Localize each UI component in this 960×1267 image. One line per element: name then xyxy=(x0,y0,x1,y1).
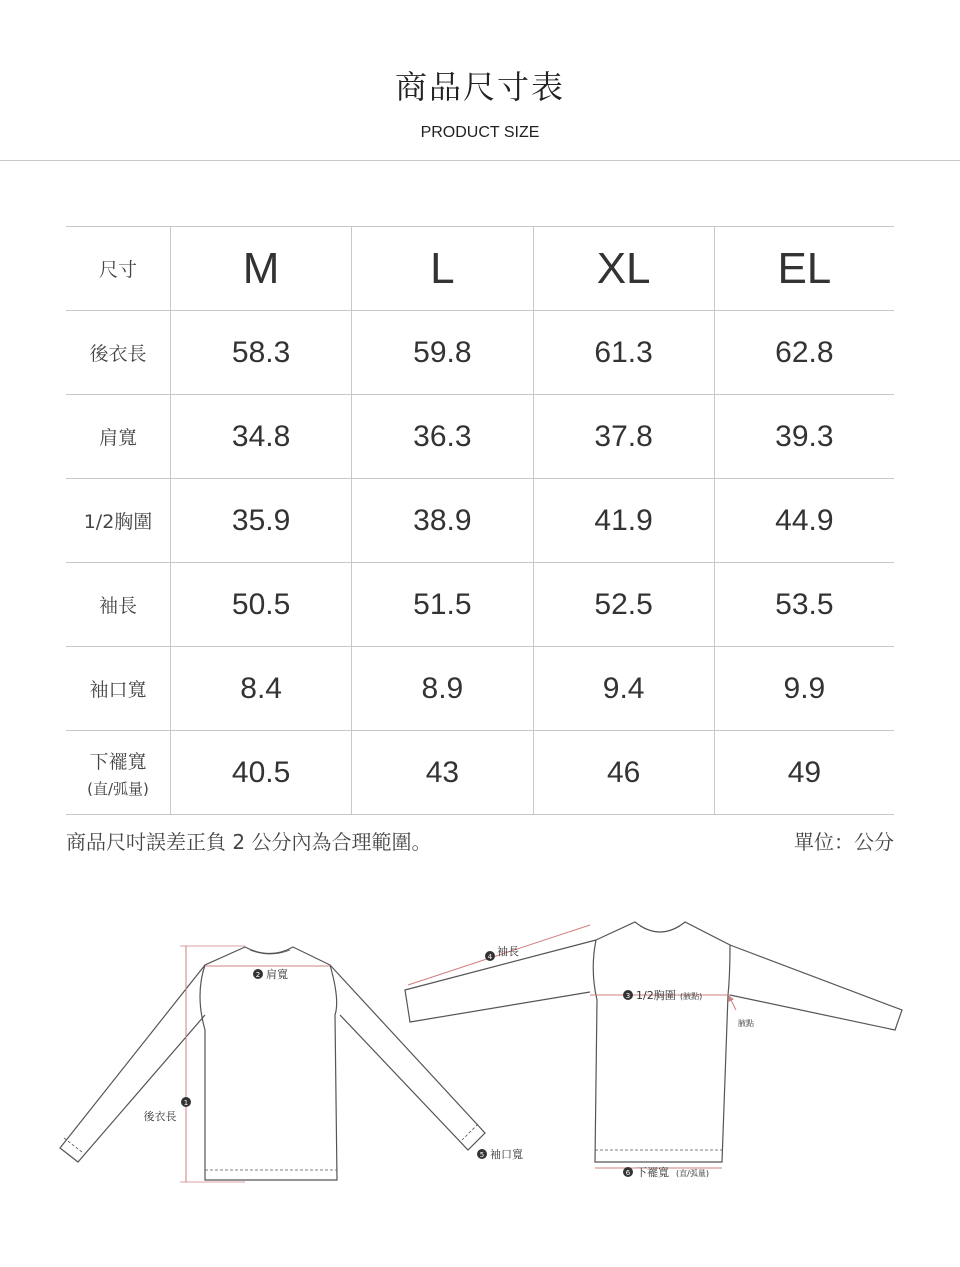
label-back-length: 後衣長 xyxy=(143,1110,177,1123)
size-header-xl: XL xyxy=(533,227,714,311)
badge-back-length xyxy=(181,1097,191,1107)
svg-text:4: 4 xyxy=(487,953,493,961)
table-cell: 9.9 xyxy=(714,647,894,731)
row-label-shoulder: 肩寬 xyxy=(66,395,171,479)
page-title: 商品尺寸表 xyxy=(394,68,565,106)
table-cell: 35.9 xyxy=(171,479,352,563)
table-cell: 49 xyxy=(714,731,894,815)
label-chest-sub: (腋點) xyxy=(680,992,703,1001)
header-divider xyxy=(0,160,960,161)
unit-label: 單位：公分 xyxy=(794,830,894,854)
back-measure-lines xyxy=(180,946,330,1182)
front-shirt-drawing xyxy=(405,922,902,1162)
row-label-half-chest: 1/2胸圍 xyxy=(66,479,171,563)
label-hem-sub: (直/弧量) xyxy=(676,1169,709,1178)
garment-diagram xyxy=(0,880,960,1200)
row-label-hem-text: 下襬寬 xyxy=(89,750,147,773)
svg-text:1: 1 xyxy=(183,1099,189,1107)
table-cell: 61.3 xyxy=(533,311,714,395)
badge-chest xyxy=(623,990,633,1000)
table-cell: 40.5 xyxy=(171,731,352,815)
table-cell: 58.3 xyxy=(171,311,352,395)
label-hem: 下襬寬 xyxy=(636,1166,669,1179)
table-cell: 8.4 xyxy=(171,647,352,731)
back-shirt-drawing xyxy=(60,947,485,1180)
badge-sleeve xyxy=(485,951,495,961)
table-cell: 50.5 xyxy=(171,563,352,647)
table-cell: 38.9 xyxy=(352,479,533,563)
front-measure-lines xyxy=(408,925,736,1168)
tolerance-note: 商品尺吋誤差正負 2 公分內為合理範圍。 xyxy=(66,830,432,854)
table-cell: 44.9 xyxy=(714,479,894,563)
table-row xyxy=(66,731,894,815)
table-row xyxy=(66,311,894,395)
table-cell: 39.3 xyxy=(714,395,894,479)
table-row xyxy=(66,479,894,563)
page-header xyxy=(0,0,960,160)
size-header-m: M xyxy=(171,227,352,311)
size-header-l: L xyxy=(352,227,533,311)
table-cell: 34.8 xyxy=(171,395,352,479)
table-row xyxy=(66,395,894,479)
table-cell: 46 xyxy=(533,731,714,815)
table-cell: 59.8 xyxy=(352,311,533,395)
size-header-el: EL xyxy=(714,227,894,311)
table-cell: 43 xyxy=(352,731,533,815)
table-cell: 41.9 xyxy=(533,479,714,563)
table-row xyxy=(66,647,894,731)
svg-text:5: 5 xyxy=(479,1151,485,1159)
size-table xyxy=(66,226,894,815)
badge-shoulder xyxy=(253,969,263,979)
svg-text:6: 6 xyxy=(625,1169,631,1177)
row-label-hem-sub: (直/弧量) xyxy=(87,779,149,798)
table-row xyxy=(66,563,894,647)
table-cell: 37.8 xyxy=(533,395,714,479)
table-cell: 8.9 xyxy=(352,647,533,731)
table-cell: 9.4 xyxy=(533,647,714,731)
table-cell: 36.3 xyxy=(352,395,533,479)
label-cuff: 袖口寬 xyxy=(490,1148,523,1161)
badge-cuff xyxy=(477,1149,487,1159)
table-cell: 53.5 xyxy=(714,563,894,647)
table-cell: 52.5 xyxy=(533,563,714,647)
page-subtitle: PRODUCT SIZE xyxy=(420,124,540,141)
table-header-row xyxy=(66,227,894,311)
table-cell: 51.5 xyxy=(352,563,533,647)
svg-text:2: 2 xyxy=(255,971,261,979)
table-cell: 62.8 xyxy=(714,311,894,395)
row-label-back-length: 後衣長 xyxy=(66,311,171,395)
label-armpit: 腋點 xyxy=(738,1019,754,1028)
label-shoulder: 肩寬 xyxy=(266,968,288,981)
row-label-cuff: 袖口寬 xyxy=(66,647,171,731)
row-label-sleeve: 袖長 xyxy=(66,563,171,647)
corner-label: 尺寸 xyxy=(66,227,171,311)
row-label-hem xyxy=(66,731,171,815)
label-chest: 1/2胸圍 xyxy=(636,989,676,1002)
svg-text:3: 3 xyxy=(625,992,631,1000)
badge-hem xyxy=(623,1167,633,1177)
label-sleeve: 袖長 xyxy=(497,945,519,958)
